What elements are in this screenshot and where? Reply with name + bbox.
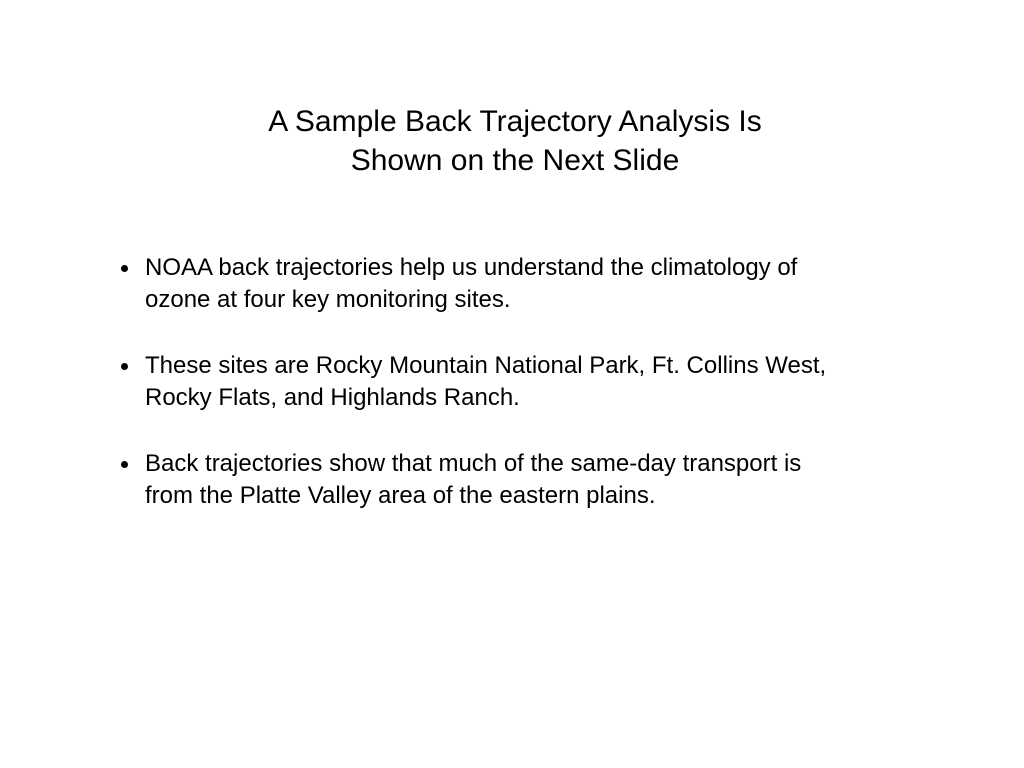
slide-title-line-2: Shown on the Next Slide	[350, 144, 680, 177]
bullet-text-line: Rocky Flats, and Highlands Ranch.	[145, 384, 520, 411]
bullet-text-line: NOAA back trajectories help us understand the climatology of	[145, 254, 798, 281]
bullet-dot-icon	[121, 265, 128, 272]
bullet-item-monitoring-sites	[118, 350, 978, 414]
bullet-item-noaa-trajectories	[118, 252, 978, 316]
bullet-list	[118, 252, 978, 546]
bullet-text-line: Back trajectories show that much of the same-day transport is	[145, 450, 802, 477]
bullet-item-platte-valley-transport	[118, 448, 978, 512]
slide-title-line-1: A Sample Back Trajectory Analysis Is	[268, 105, 762, 138]
bullet-text-line: These sites are Rocky Mountain National Park, Ft. Collins West,	[145, 352, 827, 379]
bullet-dot-icon	[121, 363, 128, 370]
bullet-text-line: ozone at four key monitoring sites.	[145, 286, 511, 313]
bullet-text-line: from the Platte Valley area of the eastern plains.	[145, 482, 656, 509]
slide-title	[0, 102, 1024, 180]
bullet-dot-icon	[121, 461, 128, 468]
